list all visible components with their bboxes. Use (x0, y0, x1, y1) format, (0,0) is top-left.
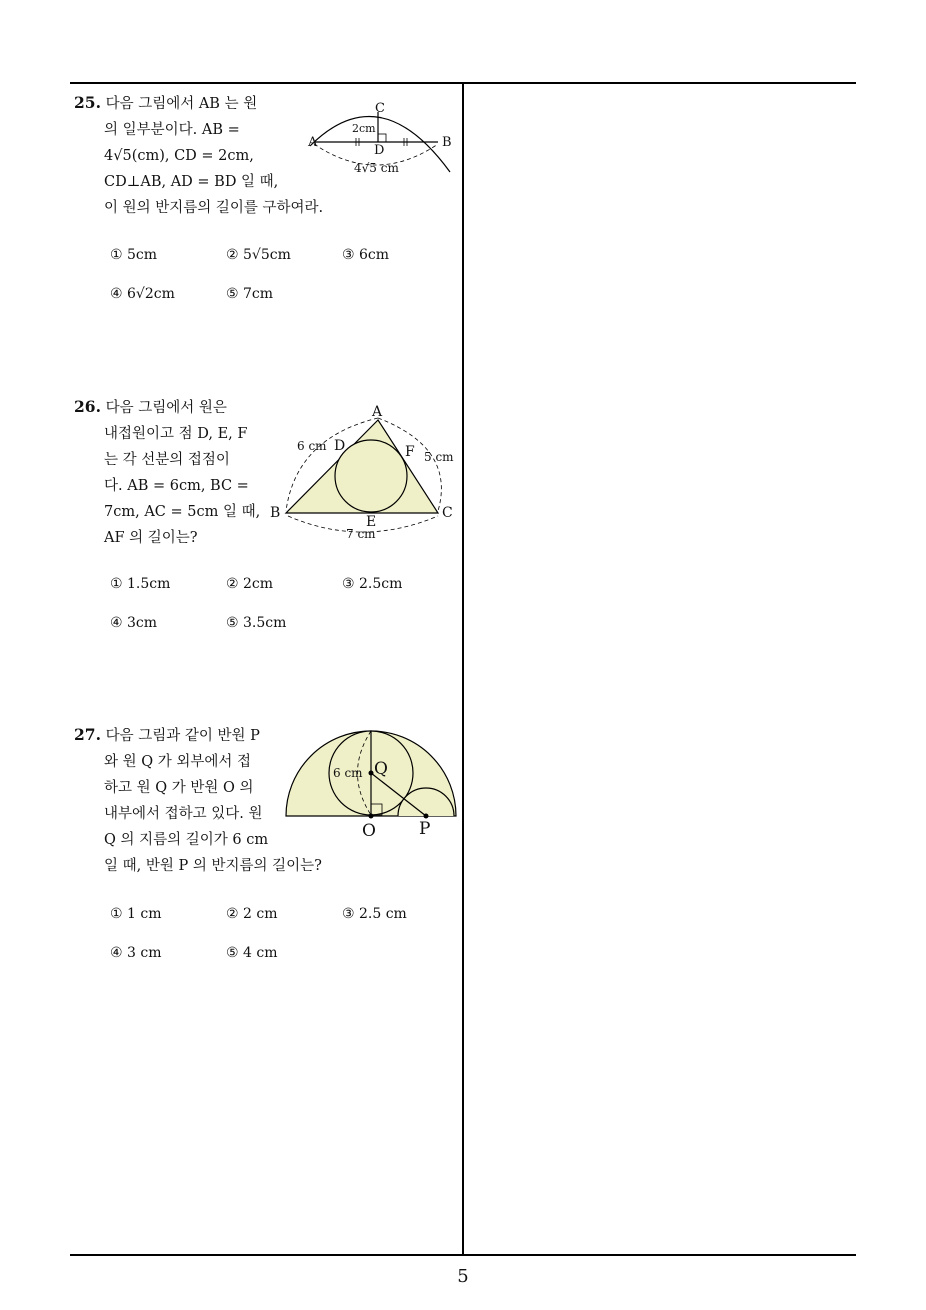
question-26-choice-4[interactable]: ④ 3cm (110, 615, 158, 631)
figure-27-semicircle-diagram (284, 726, 460, 842)
question-26-line-2: 내접원이고 점 D, E, F (104, 426, 248, 442)
question-25-number: 25. (74, 93, 101, 112)
question-25-choices (110, 247, 450, 307)
question-25-line-2: 의 일부분이다. AB = (104, 122, 240, 138)
figure-27-label-p: P (419, 819, 431, 839)
question-27-choice-3[interactable]: ③ 2.5 cm (342, 906, 407, 922)
figure-25-label-ab: 4√5 cm (354, 161, 399, 175)
figure-26-label-ab: 6 cm (297, 439, 327, 453)
question-27-choice-1[interactable]: ① 1 cm (110, 906, 162, 922)
question-26-choice-2[interactable]: ② 2cm (226, 576, 274, 592)
figure-26-label-d: D (334, 438, 346, 454)
question-27-line-5: Q 의 지름의 길이가 6 cm (104, 832, 269, 848)
question-25-choice-5[interactable]: ⑤ 7cm (226, 286, 274, 302)
question-25-line-1: 다음 그림에서 AB 는 원 (105, 96, 258, 112)
question-27-line-1: 다음 그림과 같이 반원 P (105, 728, 260, 744)
figure-26-label-bc: 7 cm (346, 527, 376, 541)
figure-26-label-a: A (372, 404, 383, 420)
figure-26-label-c: C (442, 505, 453, 521)
question-26-line-3: 는 각 선분의 접점이 (104, 452, 230, 468)
bottom-rule (70, 1254, 856, 1256)
figure-25-label-b: B (442, 135, 452, 150)
question-26-choice-1[interactable]: ① 1.5cm (110, 576, 171, 592)
figure-26-label-e: E (366, 514, 377, 530)
question-26-choice-3[interactable]: ③ 2.5cm (342, 576, 403, 592)
figure-26-label-b: B (270, 505, 281, 521)
figure-27-label-q: Q (374, 759, 388, 779)
question-27-text (74, 722, 322, 879)
question-25-line-3: 4√5(cm), CD = 2cm, (104, 148, 254, 164)
question-25-choice-1[interactable]: ① 5cm (110, 247, 158, 263)
question-27-number: 27. (74, 725, 101, 744)
question-25-choice-2[interactable]: ② 5√5cm (226, 247, 291, 263)
figure-26-label-f: F (405, 444, 415, 460)
question-27-line-4: 내부에서 접하고 있다. 원 (104, 806, 263, 822)
question-27-line-3: 하고 원 Q 가 반원 O 의 (104, 780, 254, 796)
column-divider (462, 82, 464, 1256)
question-26-line-5: 7cm, AC = 5cm 일 때, (104, 504, 261, 520)
figure-25-arc-diagram (300, 94, 460, 184)
question-25-choice-4[interactable]: ④ 6√2cm (110, 286, 175, 302)
question-27-line-2: 와 원 Q 가 외부에서 접 (104, 754, 251, 770)
question-26-choice-5[interactable]: ⑤ 3.5cm (226, 615, 287, 631)
question-25-choice-3[interactable]: ③ 6cm (342, 247, 390, 263)
figure-26-incircle-diagram (266, 398, 462, 548)
question-25-text (74, 90, 324, 221)
figure-25-label-c: C (375, 101, 385, 116)
question-27-choice-5[interactable]: ⑤ 4 cm (226, 945, 278, 961)
figure-25-label-a: A (308, 135, 318, 150)
question-26-line-4: 다. AB = 6cm, BC = (104, 478, 249, 494)
figure-26-label-ac: 5 cm (424, 450, 454, 464)
question-26-choices (110, 576, 450, 636)
question-27-choices (110, 906, 450, 966)
question-26-number: 26. (74, 397, 101, 416)
question-26-line-6: AF 의 길이는? (104, 530, 198, 546)
question-26-text (74, 394, 274, 551)
question-25-line-4: CD⊥AB, AD = BD 일 때, (104, 174, 279, 190)
question-27-choice-2[interactable]: ② 2 cm (226, 906, 278, 922)
question-27-choice-4[interactable]: ④ 3 cm (110, 945, 162, 961)
question-25-line-5: 이 원의 반지름의 길이를 구하여라. (104, 200, 324, 216)
figure-27-label-o: O (362, 821, 376, 841)
figure-25-label-cd: 2cm (352, 122, 376, 135)
figure-25-label-d: D (374, 143, 385, 158)
question-27-line-6: 일 때, 반원 P 의 반지름의 길이는? (104, 858, 322, 874)
page-number: 5 (457, 1266, 469, 1287)
question-26-line-1: 다음 그림에서 원은 (105, 400, 227, 416)
figure-27-label-diameter: 6 cm (333, 766, 363, 780)
